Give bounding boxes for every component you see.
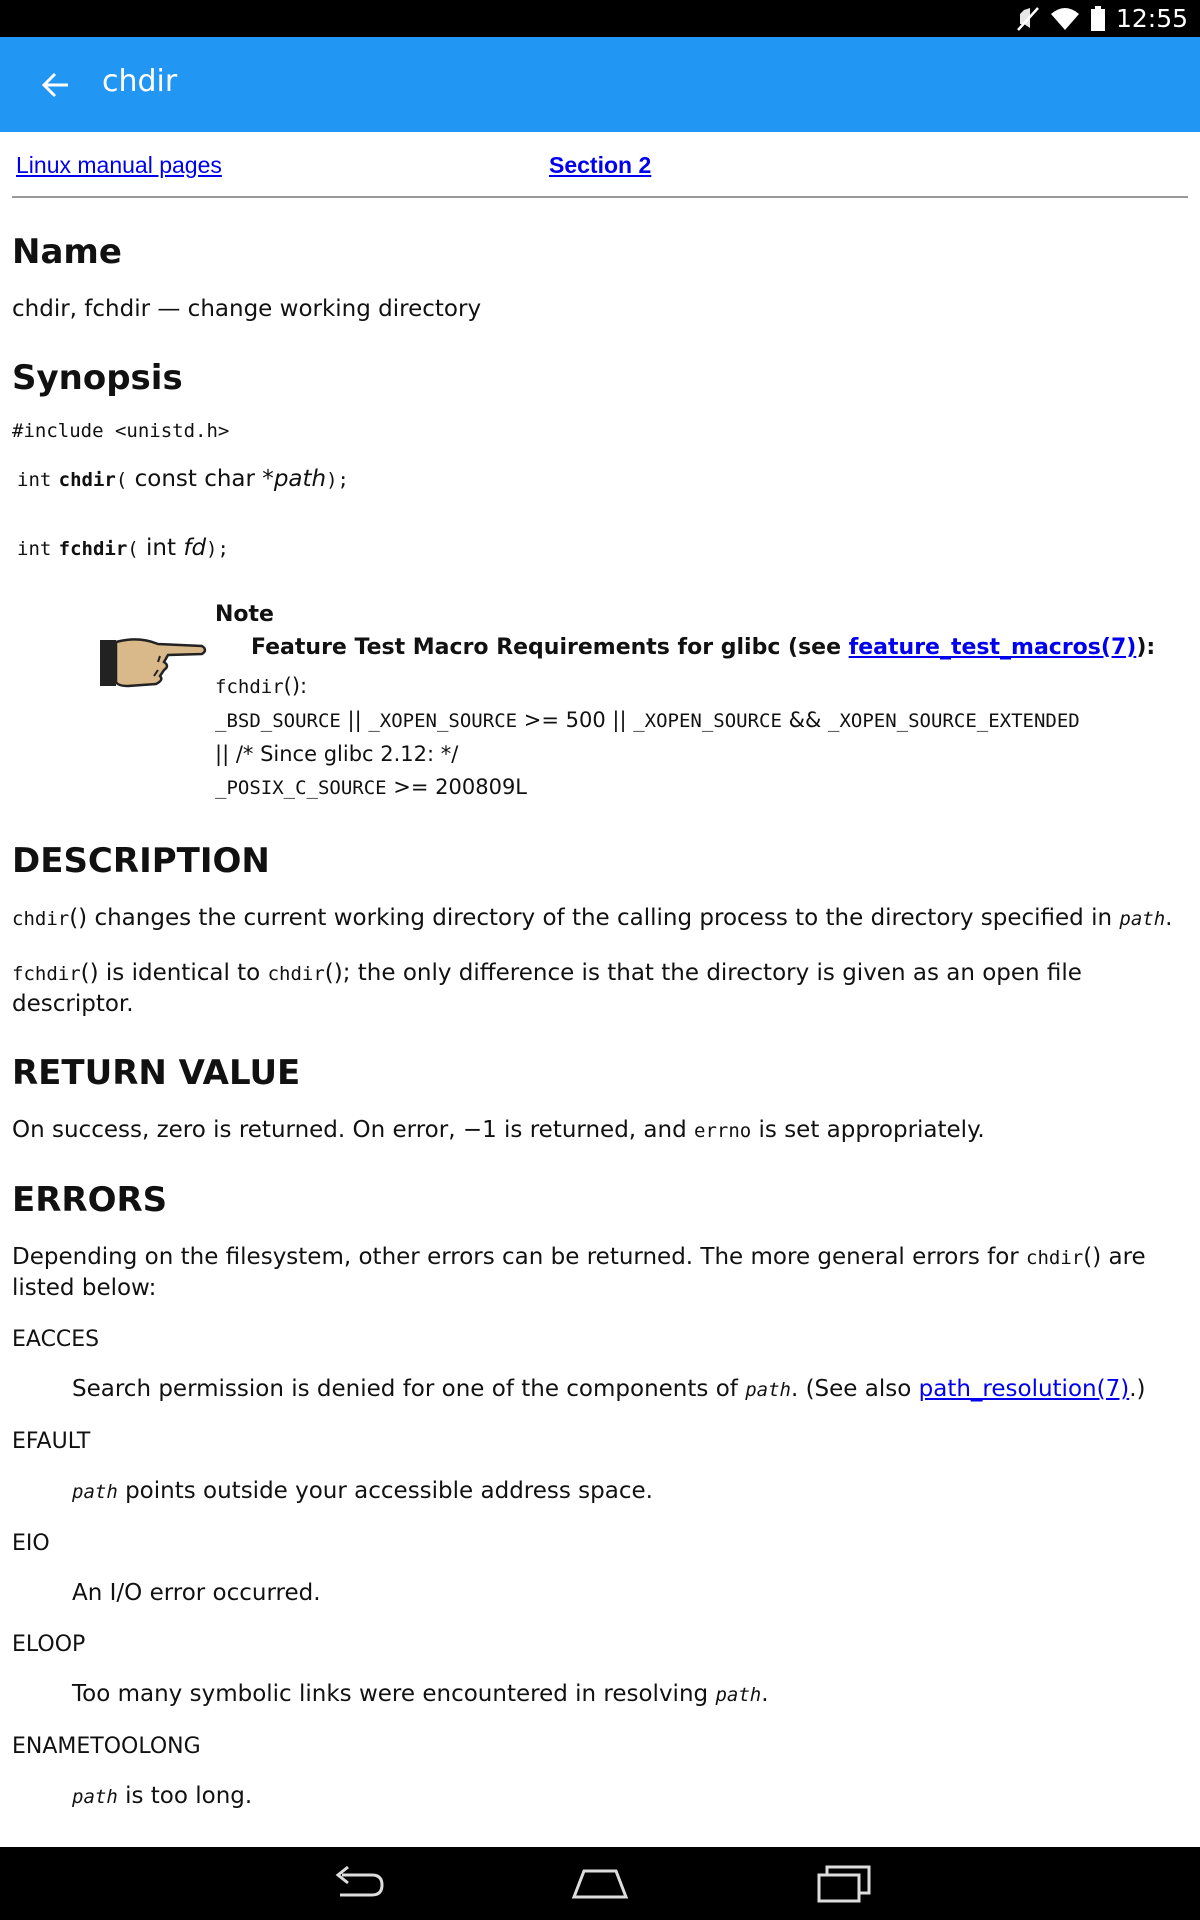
recents-nav-icon[interactable] (815, 1861, 875, 1905)
app-bar (0, 37, 1200, 132)
clock: 12:55 (1115, 4, 1188, 33)
name-text: chdir, fchdir — change working directory (12, 296, 482, 322)
page-title: chdir (102, 64, 178, 99)
wifi-icon (1050, 6, 1080, 32)
battery-icon (1090, 6, 1106, 32)
note-box (12, 602, 1188, 807)
error-name-enametoolong: ENAMETOOLONG (12, 1734, 201, 1759)
mute-icon (1016, 6, 1040, 32)
error-name-eio: EIO (12, 1531, 50, 1556)
errors-heading: ERRORS (12, 1180, 168, 1220)
return-value-text: On success, zero is returned. On error, −1 is returned, and errno is set appropriately. (12, 1117, 985, 1143)
error-desc-eio: An I/O error occurred. (72, 1580, 321, 1606)
error-name-efault: EFAULT (12, 1429, 91, 1454)
ftm-line-3: || /* Since glibc 2.12: */ (215, 742, 459, 766)
manual-page-content[interactable] (0, 132, 1200, 1847)
ftm-line-1: fchdir(): (215, 674, 308, 698)
back-nav-icon[interactable] (328, 1861, 388, 1905)
status-bar (0, 0, 1200, 37)
breadcrumb (12, 132, 1188, 198)
error-desc-eacces: Search permission is denied for one of the components of path. (See also path_resolution(7).) (72, 1376, 1146, 1402)
note-body (215, 602, 1175, 805)
errors-intro: Depending on the filesystem, other errors can be returned. The more general errors for chdir() are listed below: (12, 1244, 1146, 1301)
error-desc-efault: path points outside your accessible address space. (72, 1478, 653, 1504)
error-desc-eloop: Too many symbolic links were encountered in resolving path. (72, 1681, 769, 1707)
status-icons (1016, 0, 1188, 37)
ftm-line-2: _BSD_SOURCE || _XOPEN_SOURCE >= 500 || _XOPEN_SOURCE && _XOPEN_SOURCE_EXTENDED (215, 708, 1080, 732)
include-line: #include <unistd.h> (12, 420, 230, 442)
description-paragraph-1: chdir() changes the current working directory of the calling process to the directory specified in path. (12, 905, 1173, 931)
return-value-heading: RETURN VALUE (12, 1053, 301, 1093)
fchdir-prototype: int fchdir( int fd); (17, 535, 229, 561)
ftm-line-4: _POSIX_C_SOURCE >= 200809L (215, 775, 528, 799)
note-title: Note (215, 602, 274, 627)
feature-test-macros-link[interactable]: feature_test_macros(7) (848, 635, 1137, 660)
pointing-hand-icon (98, 632, 210, 692)
description-paragraph-2: fchdir() is identical to chdir(); the only difference is that the directory is given as an open file descriptor. (12, 960, 1082, 1017)
error-name-eloop: ELOOP (12, 1632, 86, 1657)
section-link[interactable]: Section 2 (549, 152, 652, 178)
error-desc-enametoolong: path is too long. (72, 1783, 253, 1809)
error-name-eacces: EACCES (12, 1327, 100, 1352)
manual-pages-link[interactable]: Linux manual pages (16, 152, 222, 178)
synopsis-heading: Synopsis (12, 358, 183, 398)
ftm-heading: Feature Test Macro Requirements for glibc (see feature_test_macros(7)): (251, 635, 1156, 660)
description-heading: DESCRIPTION (12, 841, 270, 881)
path-resolution-link[interactable]: path_resolution(7) (918, 1376, 1130, 1402)
home-nav-icon[interactable] (570, 1861, 630, 1905)
navigation-bar (0, 1847, 1200, 1920)
chdir-prototype: int chdir( const char *path); (17, 466, 349, 492)
arrow-left-icon[interactable] (36, 65, 76, 105)
name-heading: Name (12, 232, 122, 272)
